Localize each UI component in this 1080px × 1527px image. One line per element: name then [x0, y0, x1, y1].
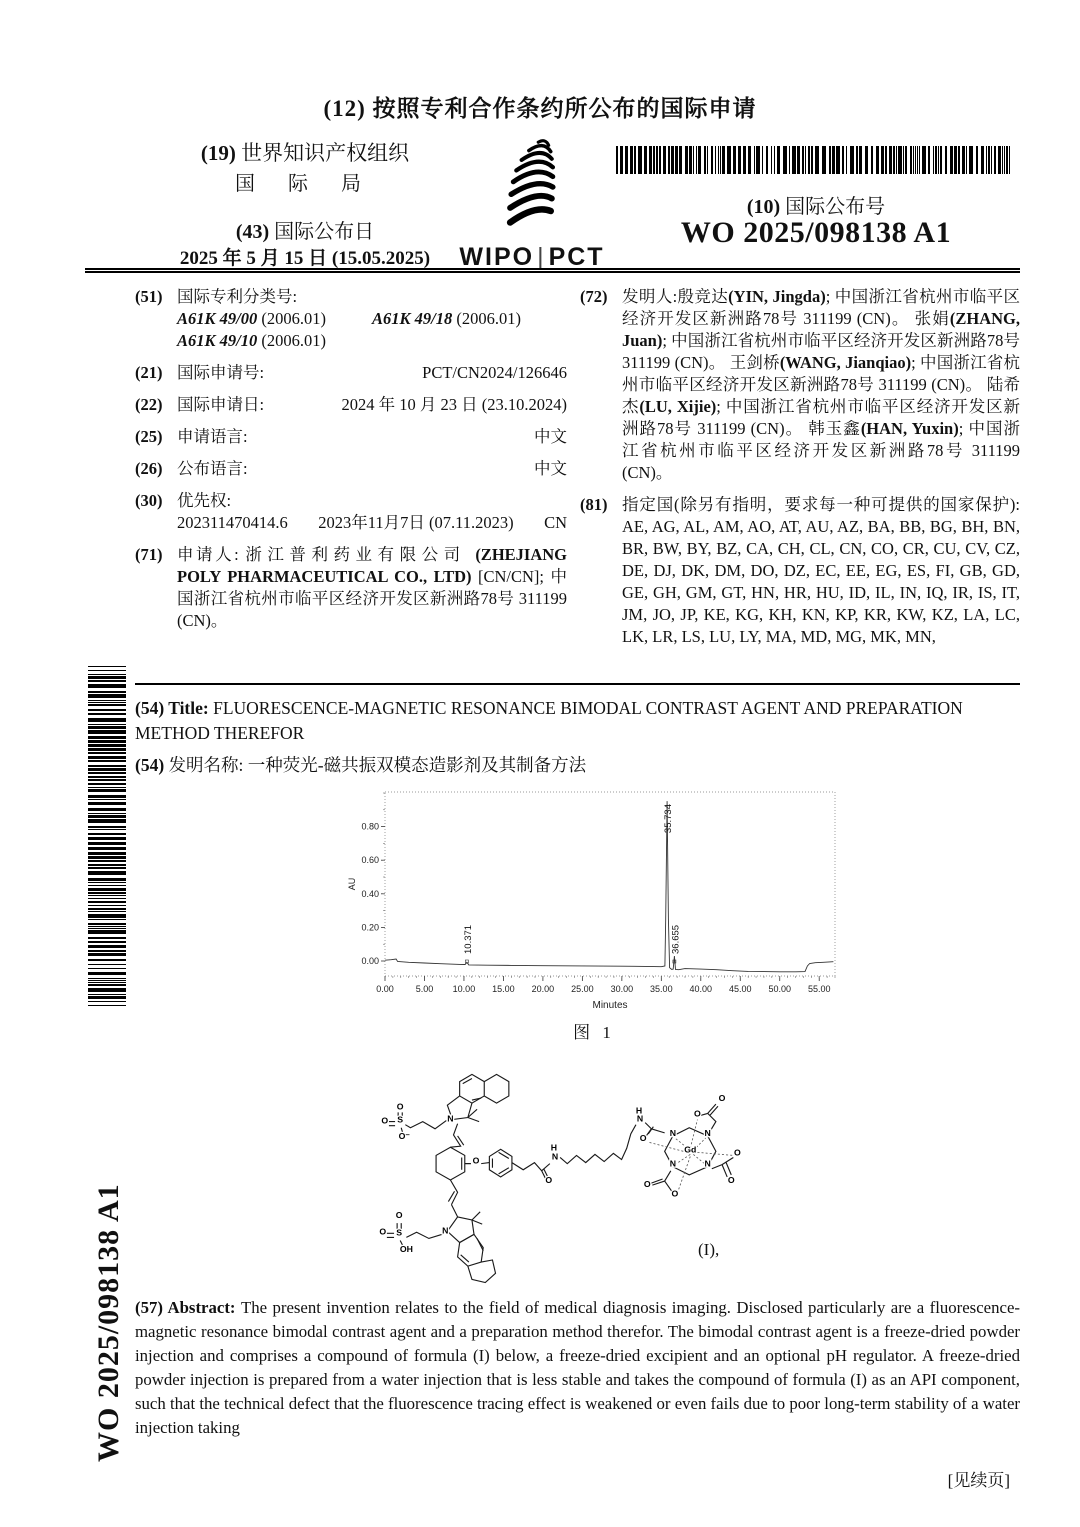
x-tick-label: 45.00 — [728, 984, 752, 994]
atom-label: O⁻ — [398, 1131, 410, 1142]
sidebar-publication-number: WO 2025/098138 A1 — [92, 1183, 125, 1462]
atom-label: N — [704, 1158, 711, 1169]
peak-label: 10.371 — [462, 924, 474, 954]
formula-I-structure — [350, 1056, 762, 1302]
atom-label: O — [694, 1108, 701, 1119]
wipo-org-block — [150, 142, 460, 270]
continuation-note: [见续页] — [947, 1471, 1010, 1490]
atom-label: O — [671, 1188, 679, 1199]
atom-label: O — [718, 1093, 726, 1104]
application-number-label: 国际申请号: — [177, 363, 265, 382]
x-tick-label: 35.00 — [650, 984, 673, 994]
title-english: (54) Title: FLUORESCENCE-MAGNETIC RESONANCE BIMODAL CONTRAST AGENT AND PREPARATION METHOD THEREFOR — [135, 698, 963, 743]
y-axis-label: AU — [347, 877, 357, 891]
peak-label: 35.734 — [663, 804, 675, 834]
y-tick-label: 0.80 — [361, 821, 379, 832]
applicant-text: 申请人: 浙江普利药业有限公司 (ZHEJIANG POLY PHARMACEUTICAL CO., LTD) [CN/CN]; 中国浙江省杭州市临平区经济开发区新洲路78号 311199 (CN)。 — [177, 545, 567, 630]
atom-label: O — [381, 1115, 389, 1126]
priority-country: CN — [544, 513, 567, 532]
field-inventors — [580, 286, 1020, 484]
x-tick-label: 10.00 — [452, 984, 476, 994]
title-chinese: (54) 发明名称: 一种荧光-磁共振双模态造影剂及其制备方法 — [135, 755, 587, 775]
field-number: (51) — [135, 287, 163, 306]
designated-states-text: 指定国(除另有指明，要求每一种可提供的国家保护): AE, AG, AL, AM, AO, AT, AU, AZ, BA, BB, BG, BH, BN, BR, BW, BY, BZ, CA, CH, CL, CN, CO, CR, CU, CV, CZ, DE, DJ, DK, DM, DO, DZ, EC, EE, EG, ES, FI, GB, GD, GE, GH, GM, GT, HN, HR, HU, ID, IL, IN, IQ, IR, IS, IT, JM, JO, JP, KE, KG, KH, KN, KP, KR, KW, KZ, LA, LC, LK, LR, LS, LU, LY, MA, MD, MG, MK, MN, — [622, 495, 1020, 646]
field-number: (21) — [135, 363, 163, 382]
org-bureau: 国 际 局 — [235, 173, 375, 196]
chromatogram-trace — [385, 801, 833, 972]
atom-label: Gd — [684, 1144, 697, 1155]
filing-date-value: 2024 年 10 月 23 日 (23.10.2024) — [341, 395, 567, 414]
wordmark-divider: | — [537, 243, 546, 271]
formula-number-label: (I), — [698, 1240, 720, 1259]
publication-language-value: 中文 — [534, 459, 567, 478]
atom-label: O — [639, 1133, 647, 1144]
figure-caption: 图 1 — [573, 1023, 615, 1042]
sidebar-barcode — [88, 666, 126, 1006]
atom-label: O — [396, 1101, 404, 1112]
publication-number-label: (10) 国际公布号 — [746, 196, 886, 218]
header-divider — [85, 268, 1020, 273]
atom-label: N — [447, 1113, 454, 1124]
atom-label: N — [442, 1225, 449, 1236]
priority-label: 优先权: — [177, 491, 232, 510]
atom-label: O — [643, 1179, 651, 1190]
atom-label: N — [669, 1127, 676, 1138]
x-tick-label: 15.00 — [492, 984, 515, 994]
atom-label: O — [727, 1175, 735, 1186]
x-tick-label: 40.00 — [689, 984, 713, 994]
field-number: (22) — [135, 395, 163, 414]
wipo-logo-block — [452, 136, 612, 272]
atom-label: H — [635, 1105, 643, 1116]
atom-label: S — [396, 1227, 403, 1238]
field-number: (26) — [135, 459, 163, 478]
atom-label: S — [397, 1114, 404, 1125]
atom-label: N — [551, 1151, 559, 1162]
x-tick-label: 50.00 — [768, 984, 792, 994]
atom-label: N — [636, 1113, 644, 1124]
publication-date-value: 2025 年 5 月 15 日 (15.05.2025) — [179, 248, 431, 270]
atom-label: H — [550, 1142, 558, 1153]
atom-label: N — [704, 1127, 711, 1138]
field-priority — [135, 490, 567, 534]
abstract-text: (57) Abstract: The present invention relates to the field of medical diagnosis imaging. Disclosed particularly are a fluorescence-magnetic resonance bimodal contrast agent and a preparation method therefor. The bimodal contrast agent is a freeze-dried powder injection and comprises a compound of formula (I) below, a freeze-dried excipient and an optional pH regulator. A freeze-dried powder injection is prepared from a water injection that is less stable and takes the compound of formula (I) as an API component, such that the technical defect that the fluorescence tracing effect is weakened or even fails due to poor long-term stability of a water injection taking — [135, 1298, 1020, 1437]
x-tick-label: 30.00 — [610, 984, 634, 994]
field-number: (25) — [135, 427, 163, 446]
filing-language-value: 中文 — [534, 427, 567, 446]
atom-label: O — [379, 1226, 387, 1237]
y-tick-label: 0.40 — [361, 888, 379, 899]
inventors-text: 发明人:殷竞达(YIN, Jingda); 中国浙江省杭州市临平区经济开发区新洲路78号 311199 (CN)。 张娟(ZHANG, Juan); 中国浙江省杭州市临平区经济开发区新洲路78号 311199 (CN)。 王剑桥(WANG, Jianqiao); 中国浙江省杭州市临平区经济开发区新洲路78号 311199 (CN)。 陆希杰(LU, Xijie); 中国浙江省杭州市临平区经济开发区新洲路78号 311199 (CN)。 韩玉鑫(HAN, Yuxin); 中国浙江省杭州市临平区经济开发区新洲路78号 311199 (CN)。 — [622, 287, 1020, 482]
x-tick-label: 5.00 — [415, 984, 434, 994]
ipc-entry: A61K 49/10 (2006.01) — [177, 331, 326, 350]
priority-application-number: 202311470414.6 — [177, 513, 288, 532]
field-ipc — [135, 286, 567, 352]
x-tick-label: 55.00 — [807, 984, 831, 994]
hplc-chromatogram — [343, 786, 845, 1016]
field-designated-states — [580, 494, 1020, 648]
field-filing-date — [135, 394, 567, 416]
atom-label: N — [669, 1158, 676, 1169]
section-divider — [135, 683, 1020, 685]
priority-date: 2023年11月7日 (07.11.2023) — [318, 513, 514, 532]
filing-date-label: 国际申请日: — [177, 395, 265, 414]
biblio-left-column — [135, 286, 567, 642]
publication-language-label: 公布语言: — [177, 459, 248, 478]
atom-label: O — [395, 1209, 403, 1220]
publication-barcode — [616, 146, 1010, 174]
ipc-entry: A61K 49/18 (2006.01) — [372, 309, 521, 328]
wipo-swoosh-logo — [457, 136, 607, 236]
field-number: (72) — [580, 287, 608, 306]
ipc-label: 国际专利分类号: — [177, 287, 298, 306]
field-publication-language — [135, 458, 567, 480]
atom-label: OH — [399, 1243, 413, 1254]
priority-entry — [177, 512, 567, 534]
y-tick-label: 0.60 — [361, 855, 379, 866]
publication-date-label: (43) 国际公布日 — [235, 221, 375, 244]
ipc-entries — [177, 308, 567, 352]
x-axis-label: Minutes — [592, 1000, 628, 1011]
field-filing-language — [135, 426, 567, 448]
peak-label: 36.655 — [670, 924, 682, 954]
application-number-value: PCT/CN2024/126646 — [422, 363, 567, 382]
publication-kind-line: (12) 按照专利合作条约所公布的国际申请 — [323, 96, 757, 121]
publication-number: WO 2025/098138 A1 — [680, 216, 952, 249]
y-tick-label: 0.00 — [361, 956, 379, 966]
x-tick-label: 20.00 — [531, 984, 555, 994]
field-applicant — [135, 544, 567, 632]
field-number: (71) — [135, 545, 163, 564]
filing-language-label: 申请语言: — [177, 427, 248, 446]
atom-label: O — [734, 1147, 741, 1158]
x-tick-label: 25.00 — [571, 984, 594, 994]
ipc-entry: A61K 49/00 (2006.01) — [177, 309, 326, 328]
field-number: (30) — [135, 491, 163, 510]
y-tick-label: 0.20 — [361, 922, 379, 933]
biblio-right-column — [580, 286, 1020, 658]
wipo-pct-wordmark: WIPO | PCT — [459, 243, 605, 271]
atom-label: O — [545, 1175, 553, 1186]
field-number: (81) — [580, 495, 608, 514]
field-application-number — [135, 362, 567, 384]
x-tick-label: 0.00 — [376, 984, 394, 994]
org-name: (19) 世界知识产权组织 — [200, 141, 410, 165]
atom-label: O — [472, 1155, 480, 1166]
